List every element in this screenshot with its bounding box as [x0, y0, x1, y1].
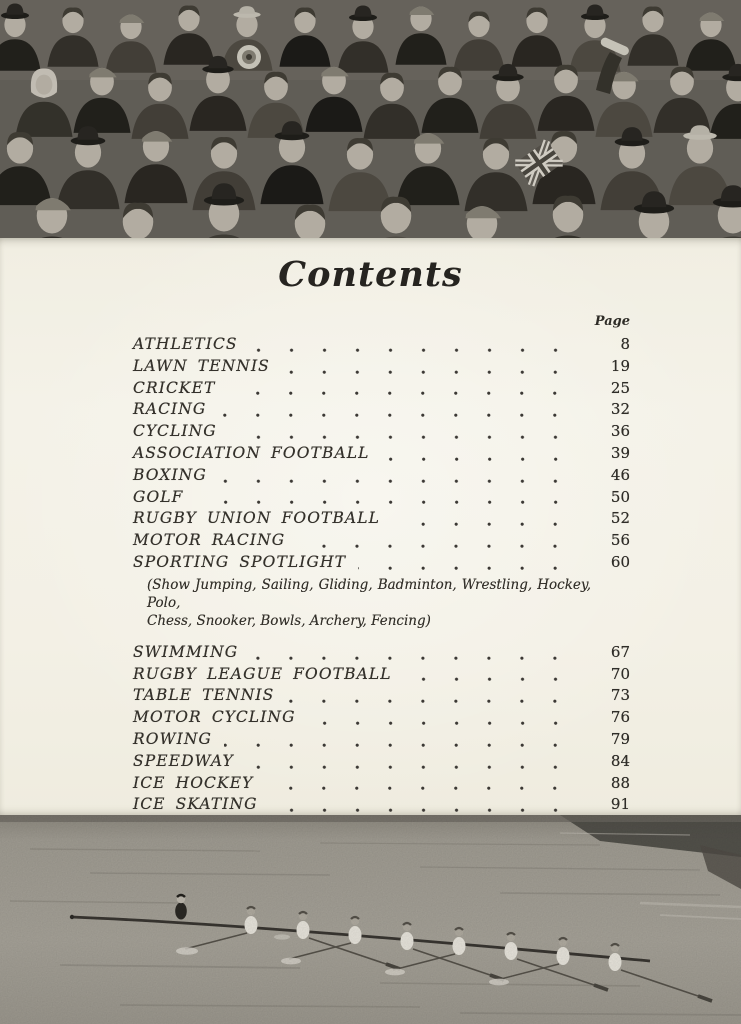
crowd-photo — [0, 0, 741, 238]
toc-entry-page: 84 — [610, 751, 630, 770]
toc-entry-page: 70 — [610, 664, 630, 683]
toc-entry-label: ICE SKATING — [133, 795, 258, 814]
rowing-photo — [0, 815, 741, 1024]
leader-dots — [297, 544, 586, 549]
toc-entry — [133, 422, 630, 444]
leader-dots — [265, 786, 586, 791]
leader-dots — [358, 566, 586, 571]
leader-dots — [270, 808, 586, 813]
toc-entry-page: 32 — [610, 400, 630, 419]
toc-entry-page: 56 — [610, 531, 630, 550]
leader-dots — [382, 457, 586, 462]
toc-entry-page: 52 — [610, 509, 630, 528]
toc-entry-label: MOTOR CYCLING — [133, 708, 296, 727]
toc-entry-page: 67 — [610, 642, 630, 661]
toc-entry-label: ROWING — [133, 729, 212, 748]
toc-entry-page: 8 — [620, 335, 630, 353]
leader-dots — [227, 391, 586, 396]
leader-dots — [250, 656, 586, 661]
toc-entry — [133, 752, 630, 774]
toc-entry-page: 46 — [610, 465, 630, 484]
leader-dots — [392, 522, 586, 527]
toc-entry-label: LAWN TENNIS — [133, 356, 270, 375]
toc-entry-page: 76 — [610, 708, 630, 727]
toc-entry-note-line: (Show Jumping, Sailing, Gliding, Badminton, Wrestling, Hockey, Polo, — [147, 576, 591, 611]
toc-entry-page: 91 — [610, 795, 630, 814]
rowing-photo-illustration — [0, 815, 741, 1024]
toc-entry — [133, 488, 630, 510]
toc-entry-label: SPEEDWAY — [133, 751, 234, 770]
leader-dots — [246, 765, 586, 770]
toc-entry-label: ASSOCIATION FOOTBALL — [133, 443, 370, 462]
toc-entry — [133, 531, 630, 553]
toc-entry-label: MOTOR RACING — [133, 531, 286, 550]
leader-dots — [196, 500, 586, 505]
toc-entry-label: RACING — [133, 400, 207, 419]
toc-entry — [133, 466, 630, 488]
toc-entry-label: ATHLETICS — [133, 335, 238, 353]
toc-entry-label: RUGBY UNION FOOTBALL — [133, 509, 381, 528]
toc-entry-label: GOLF — [133, 487, 184, 506]
leader-dots — [308, 721, 586, 726]
contents-section — [0, 238, 741, 815]
toc-entry-label: SPORTING SPOTLIGHT — [133, 552, 347, 571]
toc-entry — [133, 400, 630, 422]
toc-entry-page: 25 — [610, 378, 630, 397]
toc-entry-label: TABLE TENNIS — [133, 686, 275, 705]
crowd-photo-illustration — [0, 0, 741, 238]
leader-dots — [229, 435, 586, 440]
toc-entry-page: 73 — [610, 686, 630, 705]
toc-entry-label: CRICKET — [133, 378, 216, 397]
toc-entry — [133, 357, 630, 379]
toc-entry — [133, 795, 630, 817]
leader-dots — [224, 743, 586, 748]
toc-entry-label: CYCLING — [133, 422, 217, 441]
toc-entry-page: 88 — [610, 773, 630, 792]
toc-entry-label: BOXING — [133, 465, 207, 484]
toc-entry — [133, 509, 630, 531]
photo-grain — [0, 815, 741, 1024]
page-title: Contents — [278, 254, 463, 295]
toc-list — [133, 335, 630, 817]
toc-entry — [133, 665, 630, 687]
toc-entry — [133, 444, 630, 466]
photo-grain — [0, 0, 741, 238]
toc-entry — [133, 686, 630, 708]
toc-entry-note-line: Chess, Snooker, Bowls, Archery, Fencing) — [147, 612, 431, 629]
leader-dots — [218, 413, 586, 418]
leader-dots — [219, 479, 586, 484]
toc-entry — [133, 708, 630, 730]
leader-dots — [250, 348, 586, 353]
toc-entry-label: SWIMMING — [133, 642, 239, 661]
toc-entry-label: RUGBY LEAGUE FOOTBALL — [133, 664, 392, 683]
toc-entry-label: ICE HOCKEY — [133, 773, 254, 792]
toc-entry — [133, 553, 630, 575]
leader-dots — [404, 677, 586, 682]
toc-entry-page: 39 — [610, 443, 630, 462]
page-column-label: Page — [594, 314, 630, 329]
toc-entry — [133, 730, 630, 752]
toc-entry-page: 50 — [610, 487, 630, 506]
leader-dots — [286, 699, 586, 704]
toc-entry-note — [147, 576, 591, 630]
toc-entry — [133, 643, 630, 665]
toc-entry — [133, 379, 630, 401]
toc-entry-page: 60 — [610, 552, 630, 571]
toc-entry — [133, 335, 630, 357]
toc-entry-page: 79 — [610, 729, 630, 748]
toc-entry — [133, 774, 630, 796]
toc-entry-page: 19 — [610, 356, 630, 375]
leader-dots — [282, 370, 586, 375]
toc-entry-page: 36 — [610, 422, 630, 441]
